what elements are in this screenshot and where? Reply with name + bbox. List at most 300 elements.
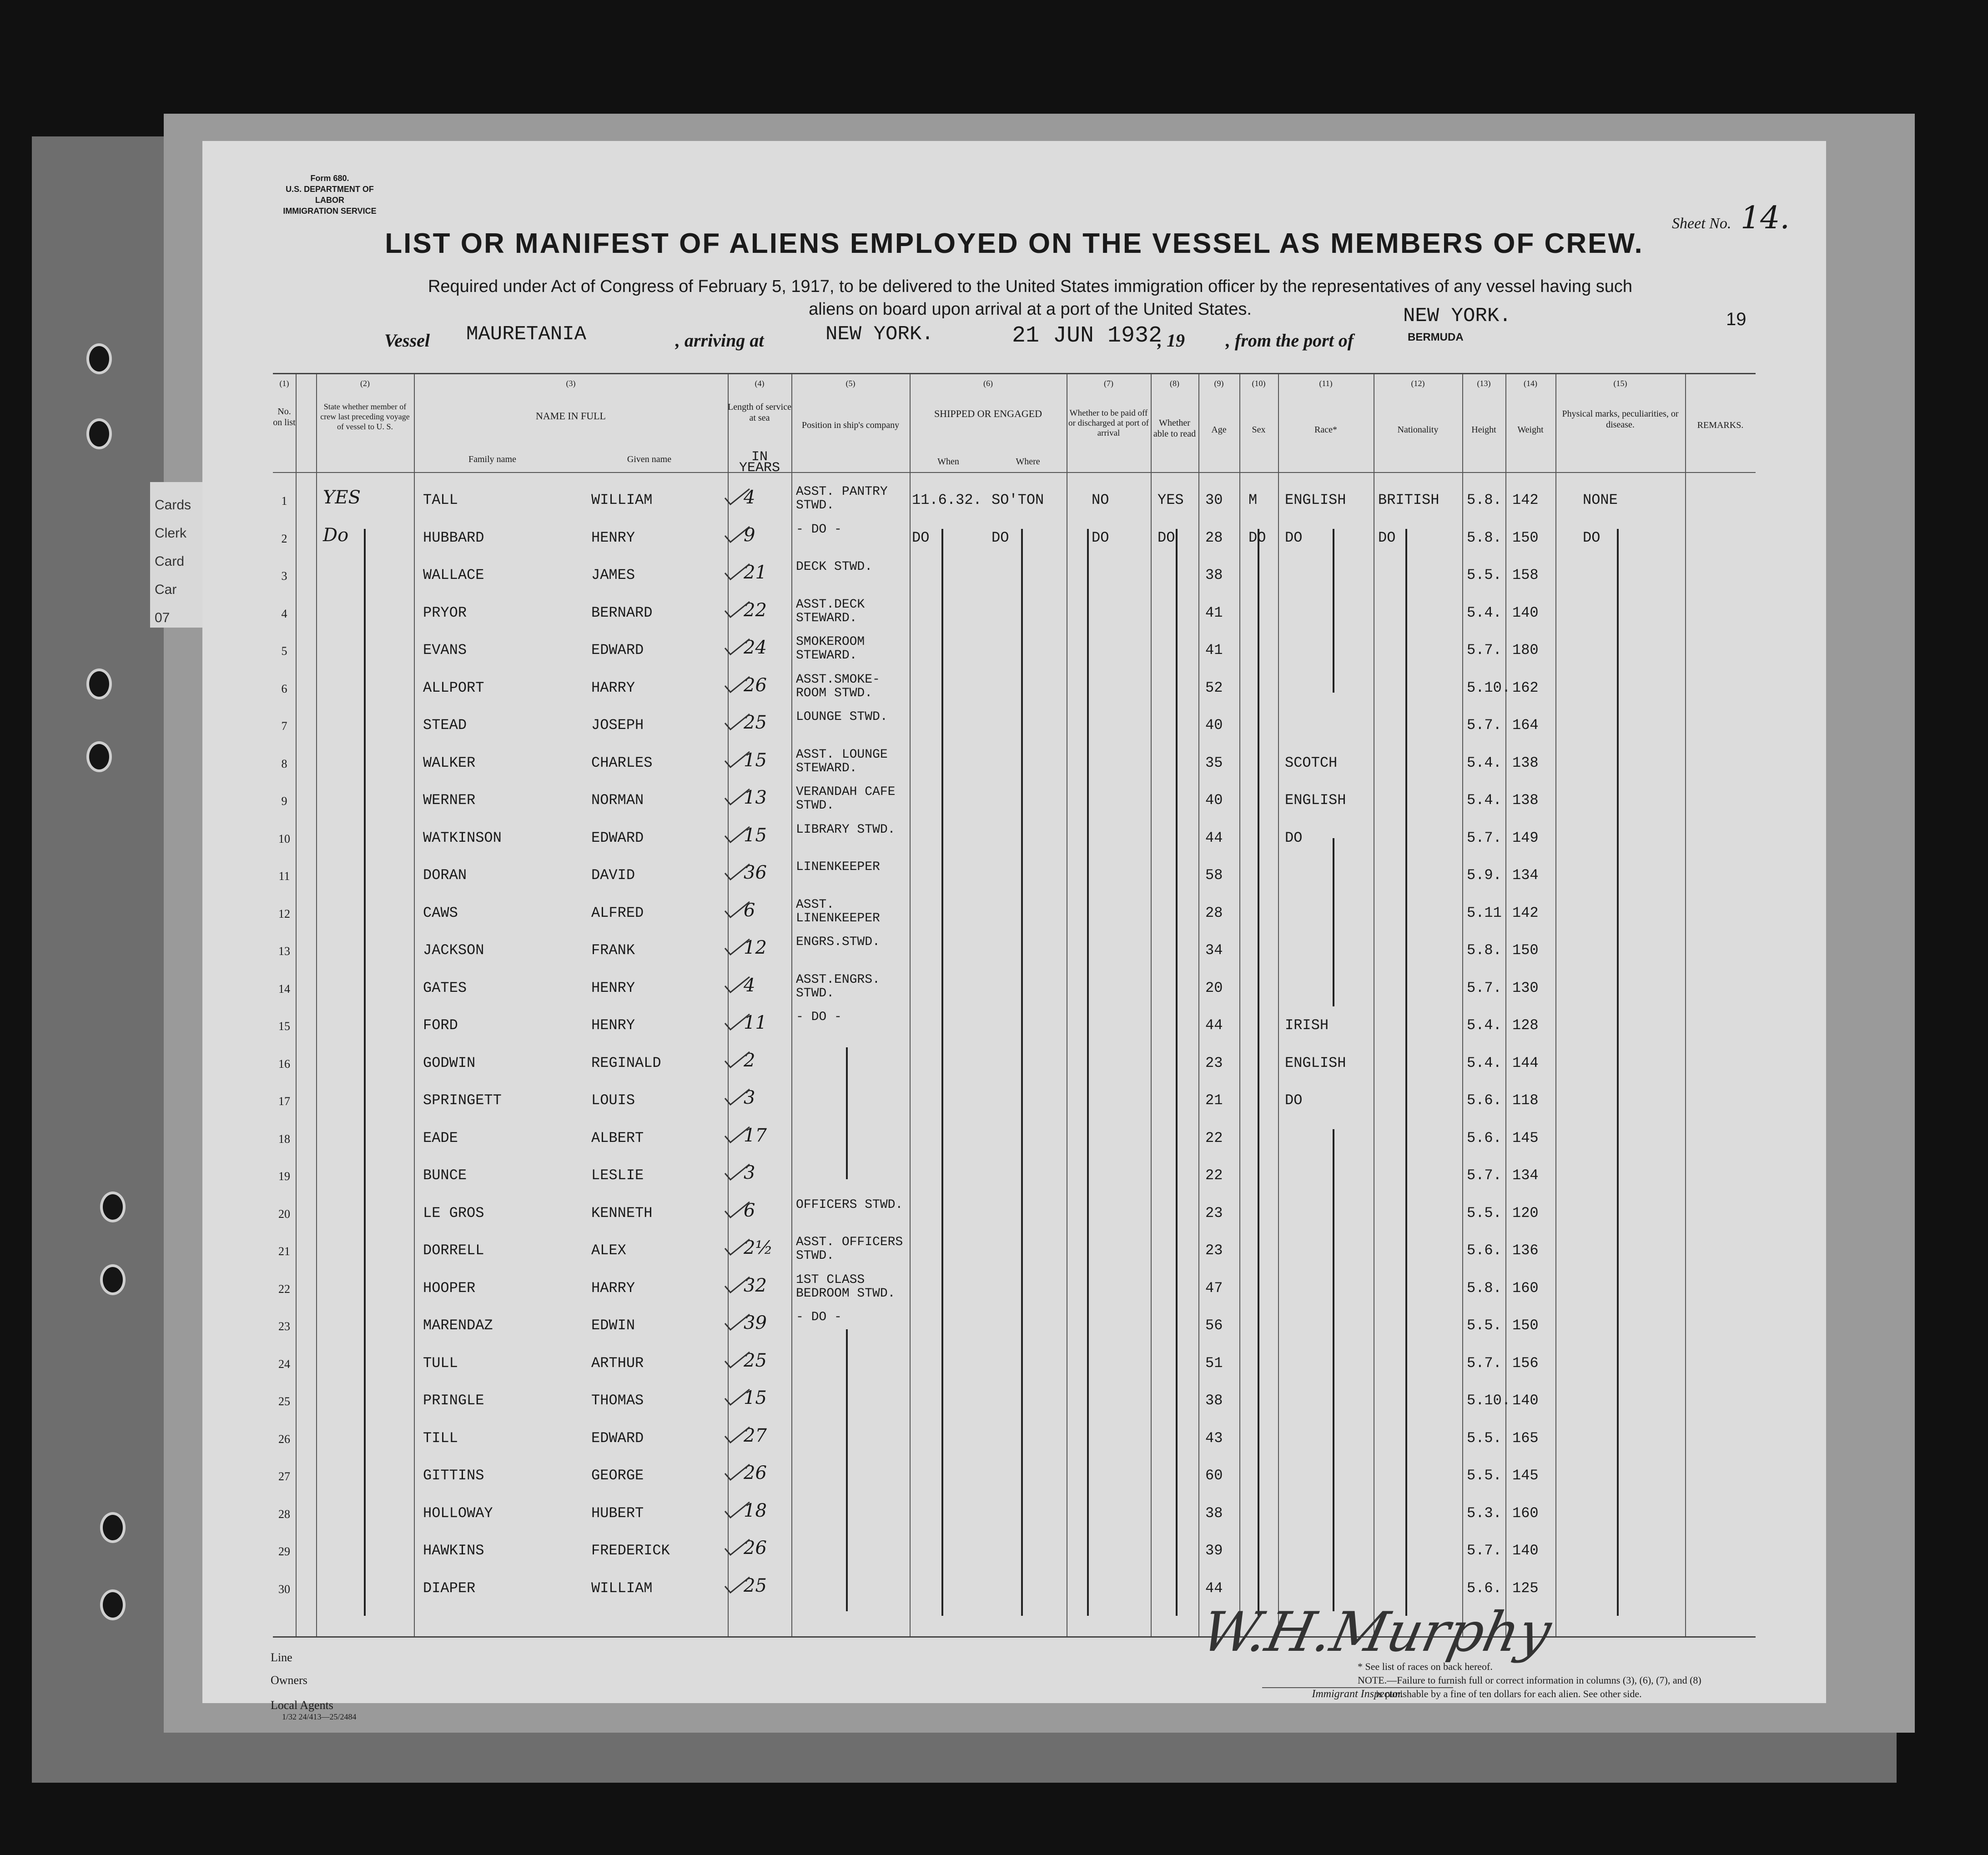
column-number: (14) (1524, 379, 1537, 388)
height-cell: 5.4. (1467, 1054, 1502, 1071)
manifest-sheet (202, 141, 1826, 1721)
years-service-cell: 12 (744, 937, 767, 958)
header-when: When (937, 457, 959, 467)
table-row (273, 1347, 1756, 1384)
row-number: 3 (281, 569, 287, 583)
header-where: Where (1016, 457, 1040, 467)
given-name-cell: HENRY (591, 529, 635, 546)
height-cell: 5.5. (1467, 1429, 1502, 1447)
ditto-line (941, 529, 943, 1616)
given-name-cell: EDWARD (591, 642, 644, 659)
height-cell: 5.5. (1467, 1317, 1502, 1334)
check-mark-icon (723, 1126, 750, 1144)
check-mark-icon (723, 488, 750, 506)
age-cell: 23 (1205, 1242, 1223, 1259)
family-name-cell: HAWKINS (423, 1542, 484, 1559)
position-cell: DECK STWD. (796, 560, 873, 574)
given-name-cell: FREDERICK (591, 1542, 670, 1559)
shipped-when-cell: 11.6.32. (912, 492, 982, 508)
given-name-cell: LOUIS (591, 1092, 635, 1109)
years-service-cell: 26 (744, 1538, 767, 1558)
form-service: IMMIGRATION SERVICE (283, 206, 377, 216)
age-cell: 60 (1205, 1467, 1223, 1484)
table-row (273, 1384, 1756, 1421)
table-row (273, 633, 1756, 671)
family-name-cell: ALLPORT (423, 679, 484, 696)
weight-cell: 145 (1512, 1129, 1539, 1146)
age-cell: 20 (1205, 979, 1223, 996)
table-row (273, 1497, 1756, 1534)
height-cell: 5.7. (1467, 1542, 1502, 1559)
given-name-cell: LESLIE (591, 1167, 644, 1184)
table-row (273, 1159, 1756, 1196)
given-name-cell: BERNARD (591, 604, 653, 621)
years-service-cell: 9 (744, 524, 755, 546)
column-number: (1) (279, 379, 289, 388)
family-name-cell: PRYOR (423, 604, 467, 621)
check-mark-icon (723, 788, 750, 806)
column-number: (13) (1477, 379, 1491, 388)
footnote-penalty: NOTE.—Failure to furnish full or correct information in columns (3), (6), (7), and (8) (1358, 1674, 1701, 1686)
age-cell: 44 (1205, 1017, 1223, 1034)
column-number: (12) (1411, 379, 1425, 388)
binder-hole (100, 1264, 126, 1295)
race-cell: ENGLISH (1285, 792, 1346, 809)
years-service-cell: 4 (744, 487, 755, 508)
height-cell: 5.8. (1467, 1279, 1502, 1297)
check-mark-icon (723, 1576, 750, 1594)
check-mark-icon (723, 1313, 750, 1332)
table-row (273, 1422, 1756, 1459)
check-mark-icon (723, 676, 750, 694)
header-in-years: IN YEARS (739, 449, 780, 476)
height-cell: 5.7. (1467, 717, 1502, 734)
family-name-cell: DORRELL (423, 1242, 484, 1259)
years-service-cell: 2½ (744, 1237, 773, 1258)
position-cell: ASST. OFFICERS STWD. (796, 1235, 903, 1263)
shipped-where-cell: DO (991, 529, 1009, 546)
row-number: 15 (278, 1020, 290, 1033)
age-cell: 30 (1205, 492, 1223, 508)
table-row (273, 709, 1756, 746)
years-service-cell: 24 (744, 637, 767, 658)
height-cell: 5.4. (1467, 604, 1502, 621)
given-name-cell: ARTHUR (591, 1354, 644, 1372)
years-service-cell: 25 (744, 712, 767, 733)
sheet-number-value: 14. (1740, 200, 1790, 236)
years-service-cell: 15 (744, 1387, 767, 1408)
given-name-cell: GEORGE (591, 1467, 644, 1484)
row-number: 24 (278, 1357, 290, 1371)
check-mark-icon (723, 1538, 750, 1557)
weight-cell: 118 (1512, 1092, 1539, 1109)
height-cell: 5.4. (1467, 754, 1502, 771)
family-name-cell: LE GROS (423, 1204, 484, 1222)
age-cell: 58 (1205, 867, 1223, 884)
age-cell: 23 (1205, 1204, 1223, 1222)
check-mark-icon (723, 713, 750, 731)
previous-voyage-cell: YES (323, 487, 361, 508)
side-card-line: Card (155, 554, 185, 569)
binder-hole (100, 1589, 126, 1620)
weight-cell: 140 (1512, 1392, 1539, 1409)
age-cell: 38 (1205, 1392, 1223, 1409)
row-number: 9 (281, 794, 287, 808)
binder-hole (86, 418, 112, 449)
age-cell: 44 (1205, 1579, 1223, 1597)
header-physical: Physical marks, peculiarities, or disease. (1562, 409, 1679, 430)
header-length-service: Length of service at sea (728, 402, 791, 423)
check-mark-icon (723, 601, 750, 619)
check-mark-icon (723, 1238, 750, 1257)
owners-label: Owners (271, 1674, 307, 1687)
row-number: 21 (278, 1245, 290, 1258)
print-code: 1/32 24/413—25/2484 (282, 1712, 357, 1721)
from-port-label: , from the port of (1226, 330, 1354, 351)
table-row (273, 971, 1756, 1009)
row-number: 19 (278, 1170, 290, 1183)
age-cell: 28 (1205, 904, 1223, 921)
local-agents-label: Local Agents (271, 1699, 333, 1712)
column-number: (4) (755, 379, 765, 388)
height-cell: 5.8. (1467, 942, 1502, 959)
row-number: 11 (278, 870, 290, 883)
arrival-date-stamp: 21 JUN 1932 (1012, 323, 1163, 349)
height-cell: 5.3. (1467, 1504, 1502, 1522)
weight-cell: 158 (1512, 567, 1539, 583)
given-name-cell: EDWIN (591, 1317, 635, 1334)
header-no-on-list: No. on list (273, 407, 296, 427)
years-service-cell: 17 (744, 1125, 767, 1146)
weight-cell: 145 (1512, 1467, 1539, 1484)
binder-hole (86, 343, 112, 374)
row-number: 17 (278, 1095, 290, 1108)
row-number: 5 (281, 644, 287, 658)
table-row (273, 1309, 1756, 1346)
ditto-line (1087, 529, 1089, 1616)
given-name-cell: HENRY (591, 1017, 635, 1034)
given-name-cell: ALEX (591, 1242, 626, 1259)
family-name-cell: SPRINGETT (423, 1092, 502, 1109)
position-cell: ASST.DECK STEWARD. (796, 597, 865, 625)
footnote-races: * See list of races on back hereof. (1358, 1661, 1493, 1672)
position-cell: ASST.SMOKE-ROOM STWD. (796, 672, 880, 700)
row-number: 1 (281, 494, 287, 508)
height-cell: 5.7. (1467, 642, 1502, 659)
weight-cell: 125 (1512, 1579, 1539, 1597)
table-row (273, 1534, 1756, 1571)
years-service-cell: 2 (744, 1050, 755, 1071)
family-name-cell: MARENDAZ (423, 1317, 493, 1334)
position-cell: SMOKEROOM STEWARD. (796, 635, 865, 663)
weight-cell: 140 (1512, 604, 1539, 621)
row-number: 22 (278, 1282, 290, 1296)
header-able-read: Whether able to read (1153, 418, 1196, 439)
given-name-cell: FRANK (591, 942, 635, 959)
table-row (273, 934, 1756, 971)
race-cell: IRISH (1285, 1017, 1329, 1034)
row-number: 27 (278, 1470, 290, 1483)
check-mark-icon (723, 1088, 750, 1106)
row-number: 7 (281, 719, 287, 733)
ditto-line (1617, 529, 1619, 1616)
given-name-cell: THOMAS (591, 1392, 644, 1409)
years-service-cell: 15 (744, 749, 767, 771)
race-cell: DO (1285, 529, 1303, 546)
weight-cell: 138 (1512, 754, 1539, 771)
height-cell: 5.4. (1467, 792, 1502, 809)
years-service-cell: 22 (744, 599, 767, 621)
given-name-cell: JAMES (591, 567, 635, 583)
years-service-cell: 21 (744, 562, 767, 583)
years-service-cell: 11 (744, 1012, 767, 1033)
family-name-cell: TULL (423, 1354, 458, 1372)
given-name-cell: JOSEPH (591, 717, 644, 734)
age-cell: 38 (1205, 567, 1223, 583)
header-given-name: Given name (627, 454, 672, 464)
family-name-cell: TALL (423, 492, 458, 508)
weight-cell: 150 (1512, 942, 1539, 959)
binder-hole (100, 1191, 126, 1222)
weight-cell: 150 (1512, 1317, 1539, 1334)
years-service-cell: 26 (744, 674, 767, 696)
sheet-number-label: Sheet No. (1672, 215, 1731, 232)
height-cell: 5.6. (1467, 1129, 1502, 1146)
position-cell: ASST. PANTRY STWD. (796, 485, 888, 513)
given-name-cell: EDWARD (591, 1429, 644, 1447)
table-row (273, 1196, 1756, 1234)
row-number: 8 (281, 757, 287, 770)
weight-cell: 136 (1512, 1242, 1539, 1259)
physical-marks-cell: NONE (1583, 492, 1618, 508)
race-cell: ENGLISH (1285, 492, 1346, 508)
table-row (273, 784, 1756, 821)
age-cell: 51 (1205, 1354, 1223, 1372)
family-name-cell: JACKSON (423, 942, 484, 959)
paid-off-cell: DO (1092, 529, 1109, 546)
ditto-line (1176, 529, 1178, 1616)
from-port-typed: NEW YORK. (1403, 305, 1511, 327)
given-name-cell: HARRY (591, 679, 635, 696)
check-mark-icon (723, 563, 750, 581)
footnote-penalty-cont: is punishable by a fine of ten dollars for each alien. See other side. (1376, 1688, 1642, 1699)
given-name-cell: EDWARD (591, 829, 644, 846)
signature-caption: Immigrant Inspector. (1262, 1687, 1453, 1700)
form-identifier (271, 173, 389, 216)
weight-cell: 140 (1512, 1542, 1539, 1559)
position-cell: - DO - (796, 1010, 842, 1024)
age-cell: 47 (1205, 1279, 1223, 1297)
weight-cell: 165 (1512, 1429, 1539, 1447)
family-name-cell: HOLLOWAY (423, 1504, 493, 1522)
years-service-cell: 6 (744, 1200, 755, 1221)
family-name-cell: WERNER (423, 792, 476, 809)
age-cell: 34 (1205, 942, 1223, 959)
table-row (273, 746, 1756, 784)
nationality-cell: DO (1378, 529, 1396, 546)
subtitle-line: Required under Act of Congress of February 5, 1917, to be delivered to the United States immigration officer by the representatives of any vessel having such (428, 277, 1633, 296)
weight-cell: 134 (1512, 1167, 1539, 1184)
ditto-line (1333, 529, 1334, 693)
given-name-cell: DAVID (591, 867, 635, 884)
family-name-cell: BUNCE (423, 1167, 467, 1184)
race-cell: ENGLISH (1285, 1054, 1346, 1071)
years-service-cell: 39 (744, 1312, 767, 1333)
check-mark-icon (723, 1201, 750, 1219)
footnote (1358, 1660, 1803, 1701)
height-cell: 5.5. (1467, 1204, 1502, 1222)
given-name-cell: HUBERT (591, 1504, 644, 1522)
position-cell: ASST. LINENKEEPER (796, 897, 880, 925)
form-number: Form 680. (310, 174, 349, 183)
row-number: 26 (278, 1432, 290, 1446)
position-cell: ENGRS.STWD. (796, 935, 880, 949)
position-cell: LIBRARY STWD. (796, 822, 896, 837)
row-number: 6 (281, 682, 287, 695)
family-name-cell: EADE (423, 1129, 458, 1146)
row-number: 23 (278, 1320, 290, 1333)
check-mark-icon (723, 1463, 750, 1482)
given-name-cell: HENRY (591, 979, 635, 996)
weight-cell: 144 (1512, 1054, 1539, 1071)
age-cell: 40 (1205, 792, 1223, 809)
height-cell: 5.5. (1467, 567, 1502, 583)
years-service-cell: 36 (744, 862, 767, 883)
paid-off-cell: NO (1092, 492, 1109, 508)
table-row (273, 1459, 1756, 1496)
height-cell: 5.7. (1467, 979, 1502, 996)
age-cell: 43 (1205, 1429, 1223, 1447)
table-row (273, 821, 1756, 859)
height-cell: 5.7. (1467, 829, 1502, 846)
check-mark-icon (723, 1426, 750, 1444)
family-name-cell: FORD (423, 1017, 458, 1034)
years-service-cell: 6 (744, 900, 755, 921)
family-name-cell: CAWS (423, 904, 458, 921)
years-service-cell: 32 (744, 1275, 767, 1296)
row-number: 10 (278, 832, 290, 845)
years-service-cell: 13 (744, 787, 767, 808)
column-number: (2) (360, 379, 370, 388)
arriving-label: , arriving at (675, 330, 764, 351)
race-cell: SCOTCH (1285, 754, 1338, 771)
header-remarks: REMARKS. (1697, 420, 1744, 430)
family-name-cell: GITTINS (423, 1467, 484, 1484)
column-number: (11) (1319, 379, 1333, 388)
family-name-cell: GATES (423, 979, 467, 996)
family-name-cell: HOOPER (423, 1279, 476, 1297)
table-row (273, 521, 1756, 558)
years-service-cell: 26 (744, 1463, 767, 1483)
given-name-cell: ALFRED (591, 904, 644, 921)
years-service-cell: 3 (744, 1087, 755, 1108)
age-cell: 21 (1205, 1092, 1223, 1109)
ditto-line (846, 1047, 848, 1179)
side-card-line: 07 (155, 610, 170, 625)
weight-cell: 134 (1512, 867, 1539, 884)
row-number: 20 (278, 1207, 290, 1221)
age-cell: 39 (1205, 1542, 1223, 1559)
row-number: 29 (278, 1545, 290, 1558)
check-mark-icon (723, 1013, 750, 1031)
header-position: Position in ship's company (801, 420, 900, 430)
age-cell: 52 (1205, 679, 1223, 696)
table-row (273, 1272, 1756, 1309)
ditto-line (1333, 1129, 1334, 1611)
row-number: 18 (278, 1132, 290, 1146)
height-cell: 5.8. (1467, 529, 1502, 546)
arriving-port: NEW YORK. (825, 323, 934, 346)
family-name-cell: TILL (423, 1429, 458, 1447)
family-name-cell: WATKINSON (423, 829, 502, 846)
weight-cell: 142 (1512, 492, 1539, 508)
height-cell: 5.7. (1467, 1167, 1502, 1184)
position-cell: - DO - (796, 1310, 842, 1324)
ditto-line (1405, 529, 1407, 1616)
table-row (273, 1046, 1756, 1084)
years-service-cell: 25 (744, 1575, 767, 1596)
age-cell: 22 (1205, 1167, 1223, 1184)
weight-cell: 120 (1512, 1204, 1539, 1222)
column-number: (3) (566, 379, 576, 388)
weight-cell: 149 (1512, 829, 1539, 846)
given-name-cell: KENNETH (591, 1204, 653, 1222)
height-cell: 5.10. (1467, 679, 1511, 696)
height-cell: 5.8. (1467, 492, 1502, 508)
table-row (273, 596, 1756, 633)
height-cell: 5.6. (1467, 1579, 1502, 1597)
height-cell: 5.6. (1467, 1242, 1502, 1259)
table-row (273, 1234, 1756, 1271)
family-name-cell: DIAPER (423, 1579, 476, 1597)
column-number: (10) (1252, 379, 1266, 388)
table-row (273, 896, 1756, 934)
table-row (273, 558, 1756, 596)
race-cell: DO (1285, 1092, 1303, 1109)
subtitle-line: aliens on board upon arrival at a port of the United States. (809, 300, 1252, 319)
position-cell: OFFICERS STWD. (796, 1197, 903, 1212)
physical-marks-cell: DO (1583, 529, 1600, 546)
vessel-label: Vessel (384, 330, 430, 351)
ditto-line (1258, 529, 1259, 1616)
family-name-cell: EVANS (423, 642, 467, 659)
family-name-cell: GODWIN (423, 1054, 476, 1071)
line-label: Line (271, 1651, 292, 1664)
position-cell: 1ST CLASS BEDROOM STWD. (796, 1272, 896, 1301)
years-service-cell: 18 (744, 1500, 767, 1521)
shipped-where-cell: SO'TON (991, 492, 1044, 508)
height-cell: 5.11 (1467, 904, 1502, 921)
ditto-line (364, 529, 366, 1616)
table-row (273, 671, 1756, 709)
age-cell: 56 (1205, 1317, 1223, 1334)
nationality-cell: BRITISH (1378, 492, 1439, 508)
height-cell: 5.10. (1467, 1392, 1511, 1409)
ditto-line (846, 1329, 848, 1611)
check-mark-icon (723, 1051, 750, 1069)
header-sex: Sex (1252, 425, 1266, 435)
weight-cell: 128 (1512, 1017, 1539, 1034)
header-weight: Weight (1517, 425, 1544, 435)
check-mark-icon (723, 1163, 750, 1181)
check-mark-icon (723, 901, 750, 919)
age-cell: 23 (1205, 1054, 1223, 1071)
row-number: 4 (281, 607, 287, 620)
position-cell: ASST. LOUNGE STEWARD. (796, 747, 888, 775)
age-cell: 41 (1205, 642, 1223, 659)
given-name-cell: ALBERT (591, 1129, 644, 1146)
family-name-cell: WALLACE (423, 567, 484, 583)
